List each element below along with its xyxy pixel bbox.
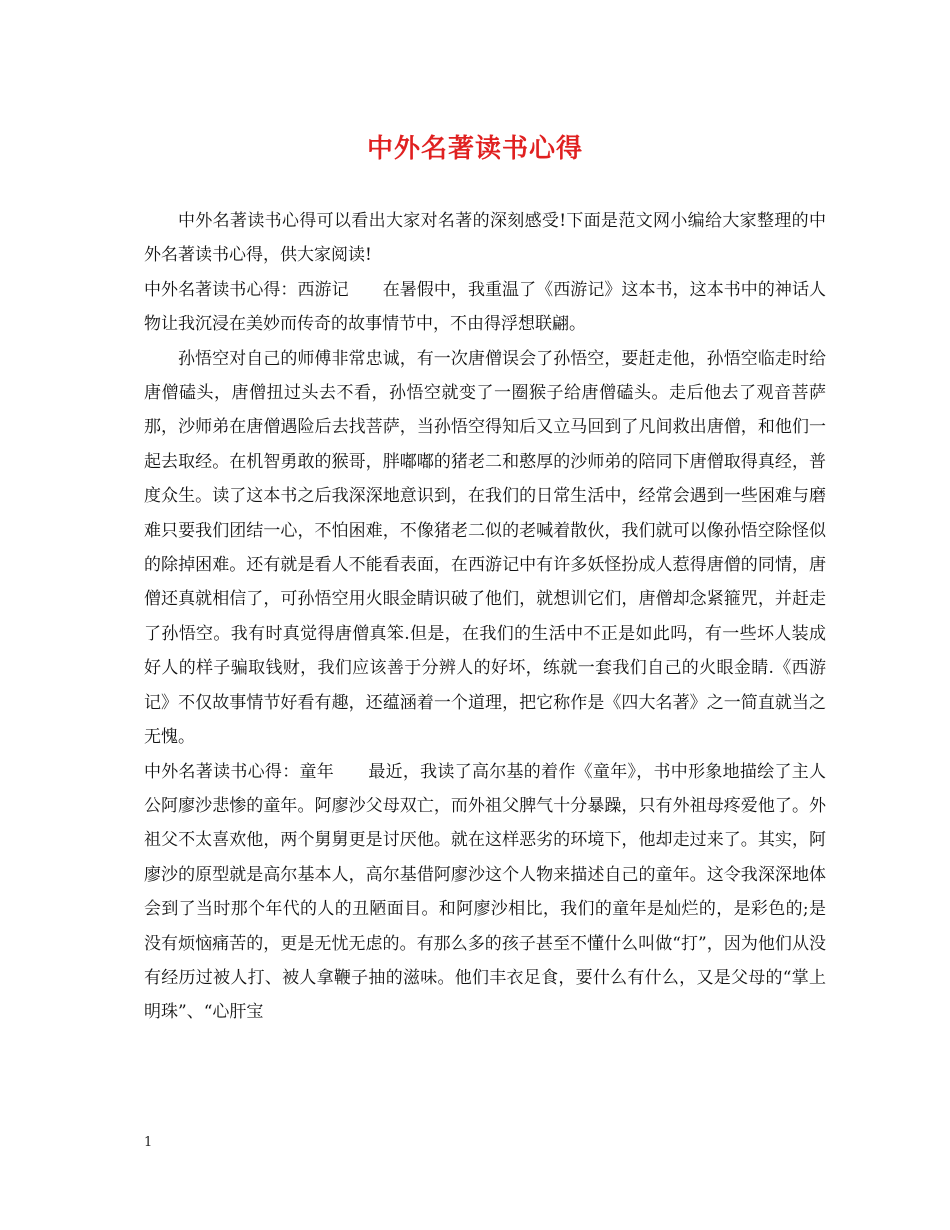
section-journey-west	[144, 273, 826, 342]
section-childhood	[144, 755, 826, 1030]
intro-paragraph: 中外名著读书心得可以看出大家对名著的深刻感受!下面是范文网小编给大家整理的中外名著读书心得，供大家阅读!	[144, 211, 826, 266]
document-body	[144, 204, 826, 1030]
page-number: 1	[144, 1135, 153, 1150]
section-heading-childhood: 中外名著读书心得：童年	[144, 761, 335, 782]
page-title: 中外名著读书心得	[366, 134, 583, 164]
section-heading-journey-west: 中外名著读书心得：西游记	[144, 279, 349, 300]
section-lead-journey-west: 在暑假中，我重温了《西游记》这本书，这本书中的神话人物让我沉浸在美妙而传奇的故事情节中，不由得浮想联翩。	[144, 279, 827, 335]
section-lead-childhood: 最近，我读了高尔基的着作《童年》，书中形象地描绘了主人公阿廖沙悲惨的童年。阿廖沙父母双亡，而外祖父脾气十分暴躁，只有外祖母疼爱他了。外祖父不太喜欢他，两个舅舅更是讨厌他。就在这样恶劣的环境下，他却走过来了。其实，阿廖沙的原型就是高尔基本人，高尔基借阿廖沙这个人物来描述自己的童年。这令我深深地体会到了当时那个年代的人的丑陋面目。和阿廖沙相比，我们的童年是灿烂的，是彩色的;是没有烦恼痛苦的，更是无忧无虑的。有那么多的孩子甚至不懂什么叫做“打”，因为他们从没有经历过被人打、被人拿鞭子抽的滋味。他们丰衣足食，要什么有什么，又是父母的“掌上明珠”、“心肝宝	[144, 761, 827, 1023]
journey-west-body-paragraph: 孙悟空对自己的师傅非常忠诚，有一次唐僧误会了孙悟空，要赶走他，孙悟空临走时给唐僧磕头，唐僧扭过头去不看，孙悟空就变了一圈猴子给唐僧磕头。走后他去了观音菩萨那，沙师弟在唐僧遇险后去找菩萨，当孙悟空得知后又立马回到了凡间救出唐僧，和他们一起去取经。在机智勇敢的猴哥，胖嘟嘟的猪老二和憨厚的沙师弟的陪同下唐僧取得真经，普度众生。读了这本书之后我深深地意识到，在我们的日常生活中，经常会遇到一些困难与磨难只要我们团结一心，不怕困难，不像猪老二似的老喊着散伙，我们就可以像孙悟空除怪似的除掉困难。还有就是看人不能看表面，在西游记中有许多妖怪扮成人惹得唐僧的同情，唐僧还真就相信了，可孙悟空用火眼金睛识破了他们，就想训它们，唐僧却念紧箍咒，并赶走了孙悟空。我有时真觉得唐僧真笨.但是，在我们的生活中不正是如此吗，有一些坏人装成好人的样子骗取钱财，我们应该善于分辨人的好坏，练就一套我们自己的火眼金睛.《西游记》不仅故事情节好看有趣，还蕴涵着一个道理，把它称作是《四大名著》之一简直就当之无愧。	[144, 348, 826, 748]
